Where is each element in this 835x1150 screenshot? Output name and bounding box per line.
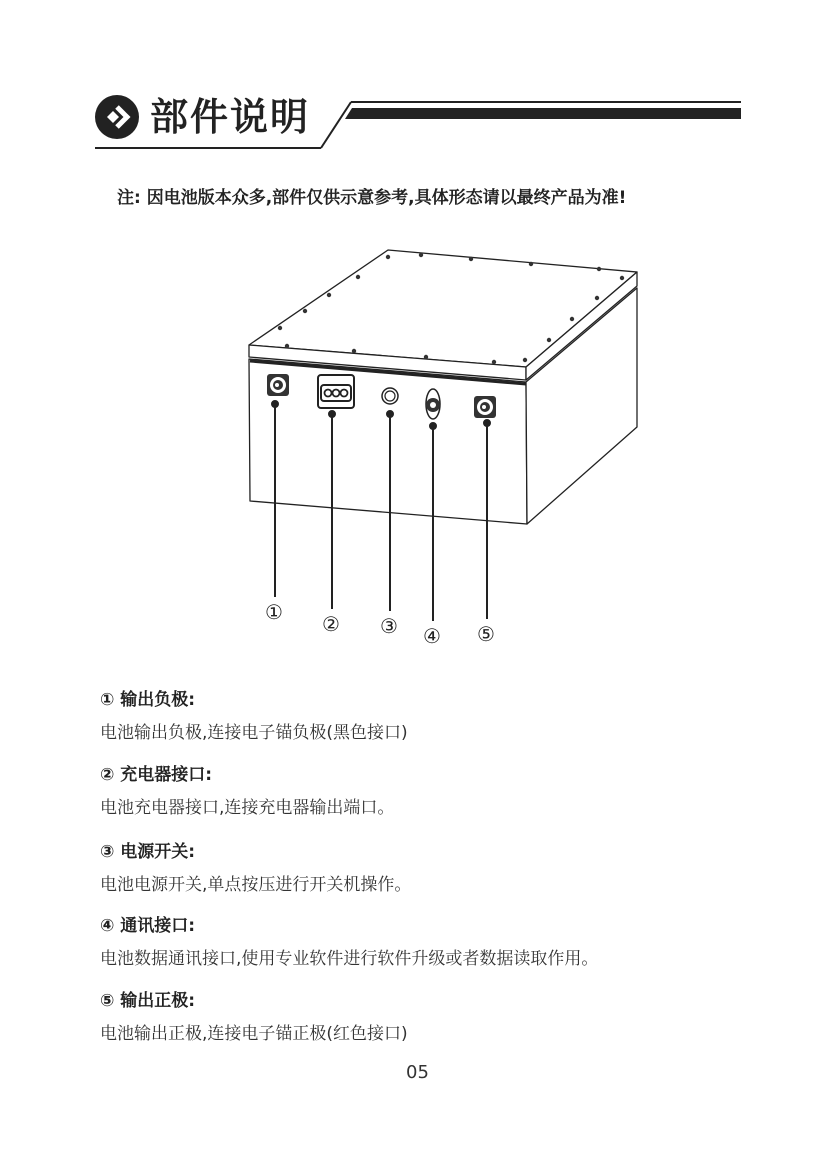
positive-output-port (474, 396, 496, 418)
section-title: ② 充电器接口: (100, 765, 213, 785)
section-positive-output (100, 988, 408, 1048)
section-power-switch (100, 839, 411, 899)
section-desc: 电池输出正极,连接电子锚正极(红色接口) (100, 1024, 408, 1044)
disclaimer-note: 注: 因电池版本众多,部件仅供示意参考,具体形态请以最终产品为准! (117, 188, 627, 208)
power-switch (382, 388, 398, 404)
callout-3: ③ (380, 614, 398, 638)
negative-output-port (267, 374, 289, 396)
battery-body-front (249, 359, 527, 524)
callout-1: ① (265, 600, 283, 624)
section-desc: 电池输出负极,连接电子锚负极(黑色接口) (100, 723, 408, 743)
section-title: ① 输出负极: (100, 690, 196, 710)
page-title: 部件说明 (150, 95, 311, 139)
callout-5: ⑤ (477, 622, 495, 646)
callout-4: ④ (423, 624, 441, 648)
charger-port (318, 375, 354, 408)
callout-2: ② (322, 612, 340, 636)
section-title: ⑤ 输出正极: (100, 991, 196, 1011)
section-communication-port (100, 913, 598, 973)
section-charger-port (100, 762, 394, 822)
section-negative-output (100, 687, 408, 747)
section-desc: 电池数据通讯接口,使用专业软件进行软件升级或者数据读取作用。 (100, 949, 599, 969)
section-desc: 电池充电器接口,连接充电器输出端口。 (100, 798, 395, 818)
section-desc: 电池电源开关,单点按压进行开关机操作。 (100, 875, 412, 895)
section-title: ③ 电源开关: (100, 842, 196, 862)
section-title: ④ 通讯接口: (100, 916, 196, 936)
communication-port (426, 389, 440, 419)
page-number: 05 (406, 1062, 429, 1083)
